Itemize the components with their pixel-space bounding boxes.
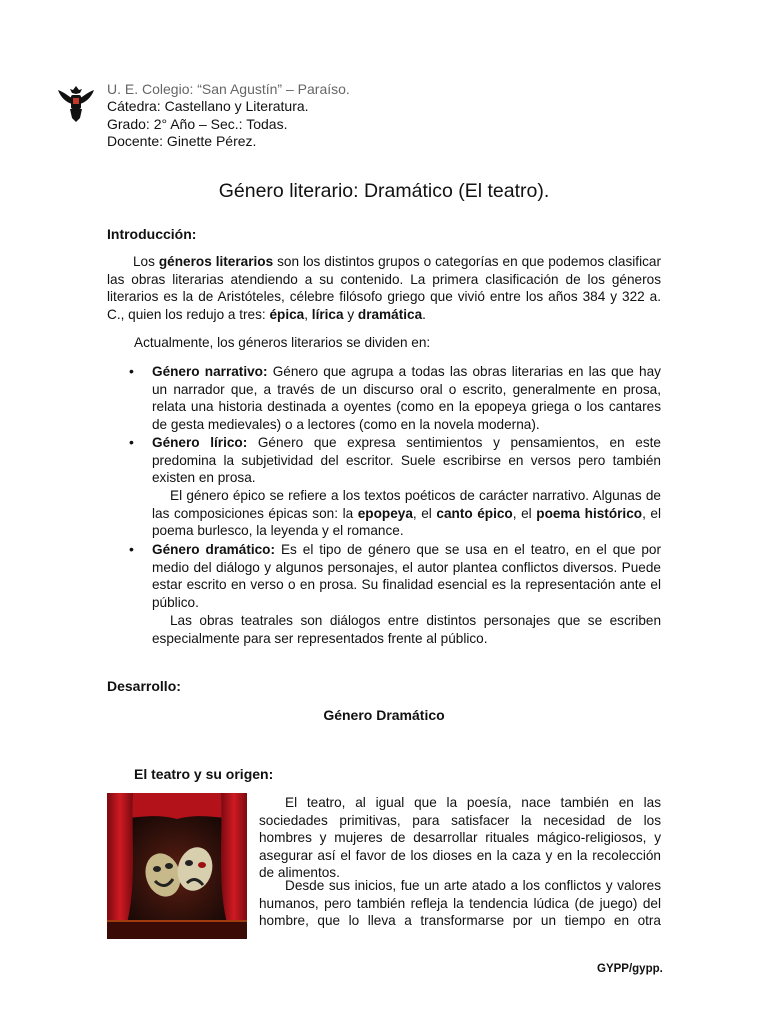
bullet-lirico: Género lírico: Género que expresa sentimientos y pensamientos, en este predomina la subjetividad del escritor. Suele escribirse en versos pero también existen en prosa. — [152, 435, 661, 485]
epico-paragraph: El género épico se refiere a los textos poéticos de carácter narrativo. Algunas de las composiciones épicas son: la epopeya, el canto épico, el poema histórico, el poema burlesco, la leyenda y el romance. — [152, 488, 661, 538]
bullet-dot: • — [129, 363, 134, 379]
origin-paragraph-1: El teatro, al igual que la poesía, nace también en las sociedades primitivas, para satisfacer la necesidad de los hombres y mujeres de desarrollar rituales mágico-religiosos, y asegurar así el favor de los dioses en la caza y en la recolección de alimentos. — [259, 795, 661, 880]
origin-heading: El teatro y su origen: — [134, 766, 274, 782]
bullet-dot: • — [129, 434, 134, 450]
footer-signature: GYPP/gypp. — [597, 963, 663, 975]
school-eagle-logo — [56, 80, 96, 124]
obras-paragraph: Las obras teatrales son diálogos entre distintos personajes que se escriben especialmente para ser representados frente al público. — [152, 613, 661, 646]
subject-line: Cátedra: Castellano y Literatura. — [107, 98, 309, 115]
school-header — [107, 81, 350, 150]
theatre-masks-image — [107, 793, 247, 939]
school-name: U. E. Colegio: “San Agustín” – Paraíso. — [107, 81, 350, 97]
origin-paragraph-2: Desde sus inicios, fue un arte atado a los conflictos y valores humanos, pero también refleja la tendencia lúdica (de juego) del hombre, que lo lleva a transformarse por un tiempo en otra — [259, 878, 661, 928]
grade-line: Grado: 2° Año – Sec.: Todas. — [107, 115, 288, 132]
bullet-dot: • — [129, 541, 134, 557]
bullet-narrativo: Género narrativo: Género que agrupa a todas las obras literarias en las que hay un narrador que, a través de un discurso oral o escrito, generalmente en prosa, relata una historia destinada a oyentes (como en la epopeya griega o los cantares de gesta medievales) o a lectores (como en la novela moderna). — [152, 364, 661, 432]
intro-paragraph-2: Actualmente, los géneros literarios se dividen en: — [134, 335, 431, 350]
teacher-line: Docente: Ginette Pérez. — [107, 132, 257, 149]
document-title: Género literario: Dramático (El teatro). — [218, 180, 550, 202]
intro-paragraph: Los géneros literarios son los distintos grupos o categorías en que podemos clasificar las obras literarias atendiendo a su contenido. La primera clasificación de los géneros literarios es la de Aristóteles, célebre filósofo griego que vivió entre los años 384 y 322 a. C., quien los redujo a tres: épica, lírica y dramática. — [107, 254, 661, 322]
intro-heading: Introducción: — [107, 226, 197, 242]
bullet-dramatico: Género dramático: Es el tipo de género que se usa en el teatro, en el que por medio del diálogo y algunos personajes, el autor plantea conflictos diversos. Puede estar escrito en verso o en prosa. Su finalidad esencial es la representación ante el público. — [152, 542, 661, 610]
desarrollo-heading: Desarrollo: — [107, 678, 181, 694]
section-subtitle: Género Dramático — [323, 707, 445, 723]
